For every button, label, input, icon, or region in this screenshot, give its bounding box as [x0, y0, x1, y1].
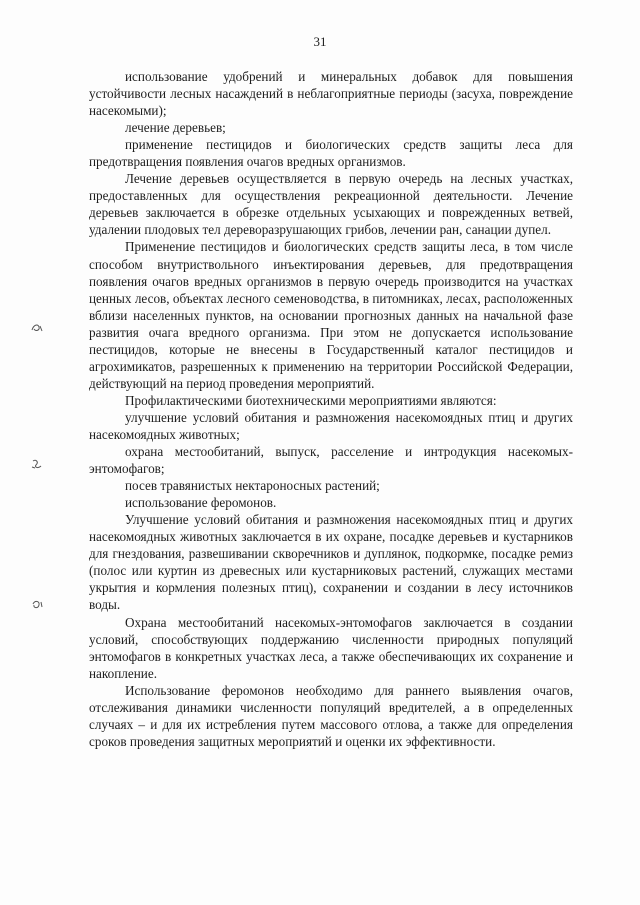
paragraph: лечение деревьев; [125, 120, 226, 136]
paragraph: Охрана местообитаний насекомых-энтомофагов заключается в создании условий, способствующих поддержанию численности природных популяций энтомофагов в конкретных участках леса, а также обеспечивающих их сохранение и накопление. [89, 614, 573, 681]
list-item: улучшение условий обитания и размножения насекомоядных птиц и других насекомоядных животных; [89, 409, 573, 442]
margin-mark-icon [30, 458, 44, 470]
page-number: 31 [313, 34, 327, 49]
paragraph: Улучшение условий обитания и размножения насекомоядных птиц и других насекомоядных животных заключается в их охране, посадке деревьев и кустарников для гнездования, развешивании скворечников и дуплянок, подкормке, посадке ремиз (полос или куртин из древесных или кустарниковых растений, служащих местами укрытия и кормления полезных птиц), сохранении и создании в лесу источников воды. [89, 512, 573, 613]
list-item: охрана местообитаний, выпуск, расселение и интродукция насекомых-энтомофагов; [89, 444, 573, 477]
list-item: использование феромонов. [125, 495, 277, 511]
document-body [89, 68, 573, 750]
paragraph: применение пестицидов и биологических средств защиты леса для предотвращения появления очагов вредных организмов. [89, 137, 573, 170]
paragraph: Применение пестицидов и биологических средств защиты леса, в том числе способом внутриствольного инъектирования деревьев, для предотвращения появления очагов вредных организмов в первую очередь производится на участках ценных лесов, объектах лесного семеноводства, в питомниках, лесах, расположенных вблизи населенных пунктов, на основании прогнозных данных на начальной фазе развития очага вредного организма. При этом не допускается использование пестицидов, которые не внесены в Государственный каталог пестицидов и агрохимикатов, разрешенных к применению на территории Российской Федерации, действующий на период проведения мероприятий. [89, 239, 573, 391]
paragraph: Лечение деревьев осуществляется в первую очередь на лесных участках, предоставленных для осуществления рекреационной деятельности. Лечение деревьев заключается в обрезке отдельных усыхающих и поврежденных ветвей, удалении плодовых тел дереворазрушающих грибов, лечении ран, санации дупел. [89, 171, 573, 238]
paragraph: использование удобрений и минеральных добавок для повышения устойчивости лесных насаждений в неблагоприятные периоды (засуха, повреждение насекомыми); [89, 69, 573, 119]
list-item: посев травянистых нектароносных растений; [125, 478, 380, 494]
paragraph: Профилактическими биотехническими мероприятиями являются: [125, 392, 497, 408]
margin-mark-icon [30, 599, 44, 611]
margin-mark-icon [30, 322, 44, 334]
paragraph: Использование феромонов необходимо для раннего выявления очагов, отслеживания динамики численности популяций вредителей, а в определенных случаях – и для их истребления путем массового отлова, а также для определения сроков проведения защитных мероприятий и оценки их эффективности. [89, 682, 573, 749]
